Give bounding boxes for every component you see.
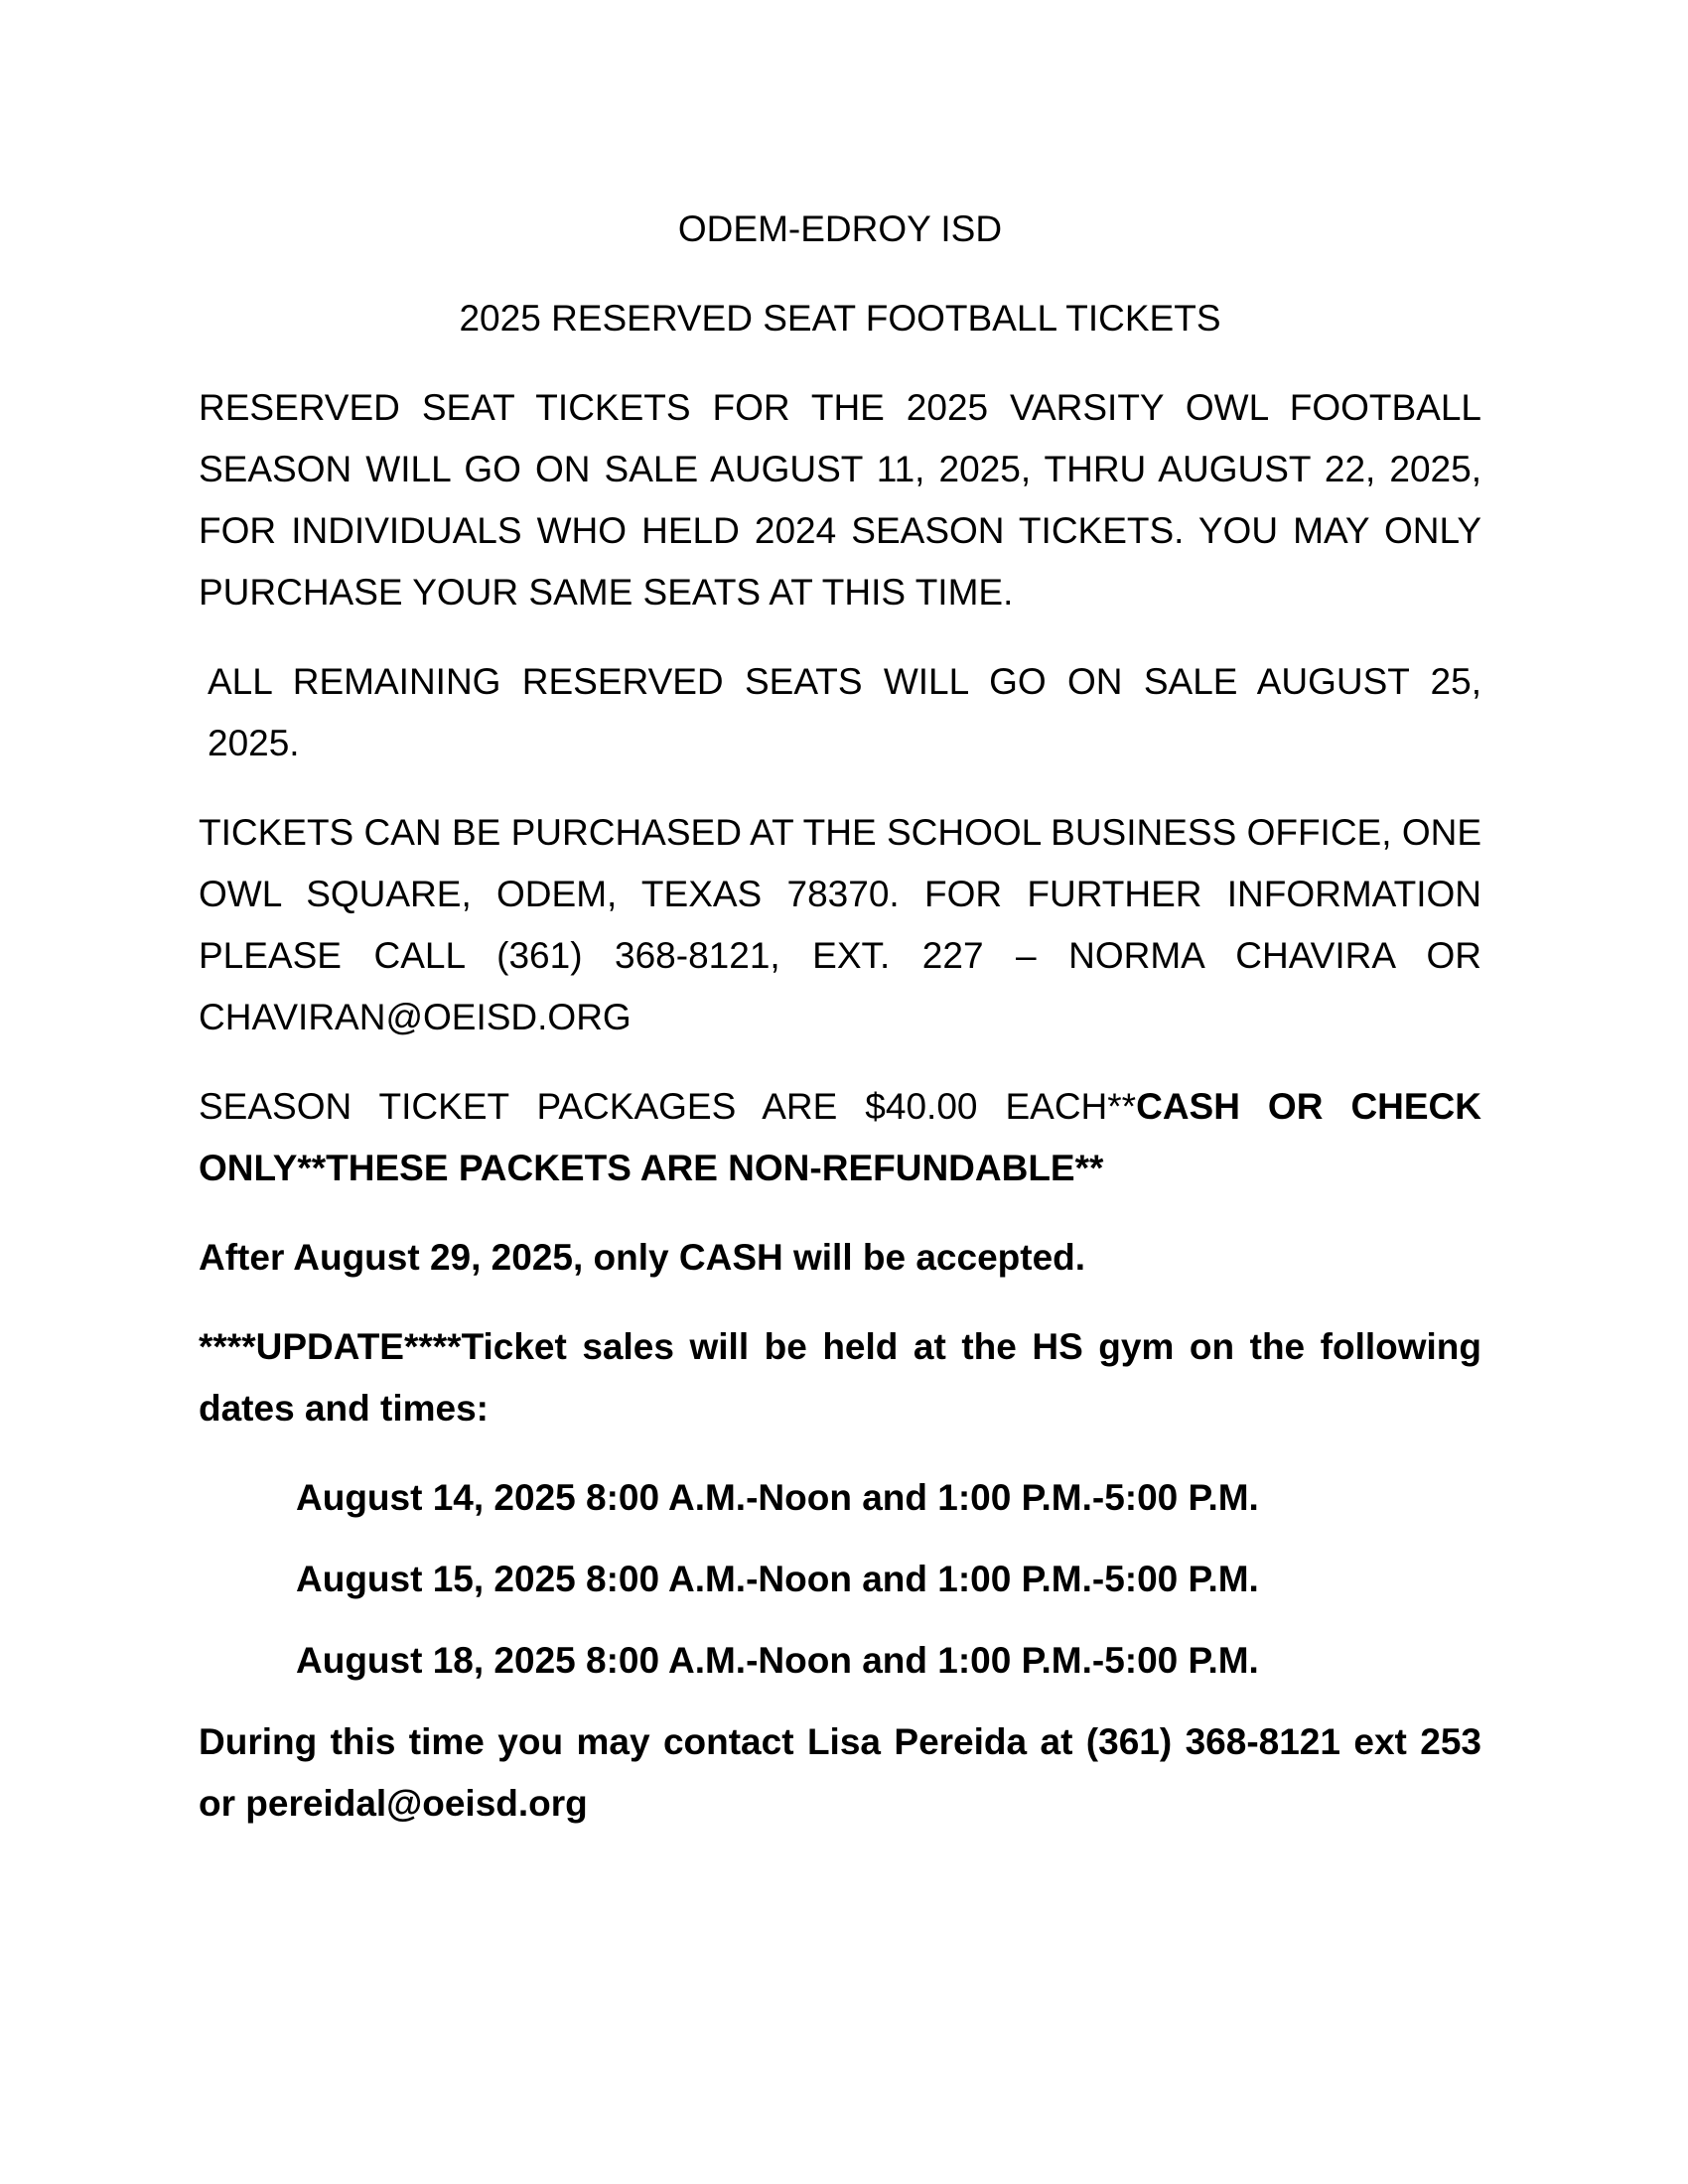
paragraph-update-notice: ****UPDATE****Ticket sales will be held at the HS gym on the following dates and times:	[199, 1326, 1481, 1429]
sale-dates-list	[199, 1467, 1481, 1692]
district-name: ODEM-EDROY ISD	[677, 208, 1003, 249]
sale-date-item: August 18, 2025 8:00 A.M.-Noon and 1:00 P.M.-5:00 P.M.	[296, 1640, 1259, 1681]
paragraph-cash-only-notice: After August 29, 2025, only CASH will be accepted.	[199, 1237, 1086, 1278]
paragraph-purchase-location: TICKETS CAN BE PURCHASED AT THE SCHOOL BUSINESS OFFICE, ONE OWL SQUARE, ODEM, TEXAS 78370. FOR FURTHER INFORMATION PLEASE CALL (361) 368-8121, EXT. 227 – NORMA CHAVIRA OR CHAVIRAN@OEISD.ORG	[199, 812, 1481, 1037]
paragraph-contact: During this time you may contact Lisa Pereida at (361) 368-8121 ext 253 or pereidal@oeisd.org	[199, 1721, 1481, 1824]
paragraph-early-sale: RESERVED SEAT TICKETS FOR THE 2025 VARSITY OWL FOOTBALL SEASON WILL GO ON SALE AUGUST 11, 2025, THRU AUGUST 22, 2025, FOR INDIVIDUALS WHO HELD 2024 SEASON TICKETS. YOU MAY ONLY PURCHASE YOUR SAME SEATS AT THIS TIME.	[199, 387, 1481, 613]
document-body	[199, 199, 1481, 1862]
pricing-text: SEASON TICKET PACKAGES ARE $40.00 EACH**	[199, 1086, 1137, 1127]
paragraph-pricing	[199, 1076, 1481, 1199]
paragraph-remaining-seats: ALL REMAINING RESERVED SEATS WILL GO ON SALE AUGUST 25, 2025.	[208, 661, 1481, 763]
sale-date-item: August 14, 2025 8:00 A.M.-Noon and 1:00 P.M.-5:00 P.M.	[296, 1477, 1259, 1518]
payment-terms: CASH OR CHECK ONLY**THESE PACKETS ARE NON-REFUNDABLE**	[199, 1086, 1481, 1188]
sale-date-item: August 15, 2025 8:00 A.M.-Noon and 1:00 P.M.-5:00 P.M.	[296, 1559, 1259, 1599]
document-title: 2025 RESERVED SEAT FOOTBALL TICKETS	[459, 298, 1221, 339]
